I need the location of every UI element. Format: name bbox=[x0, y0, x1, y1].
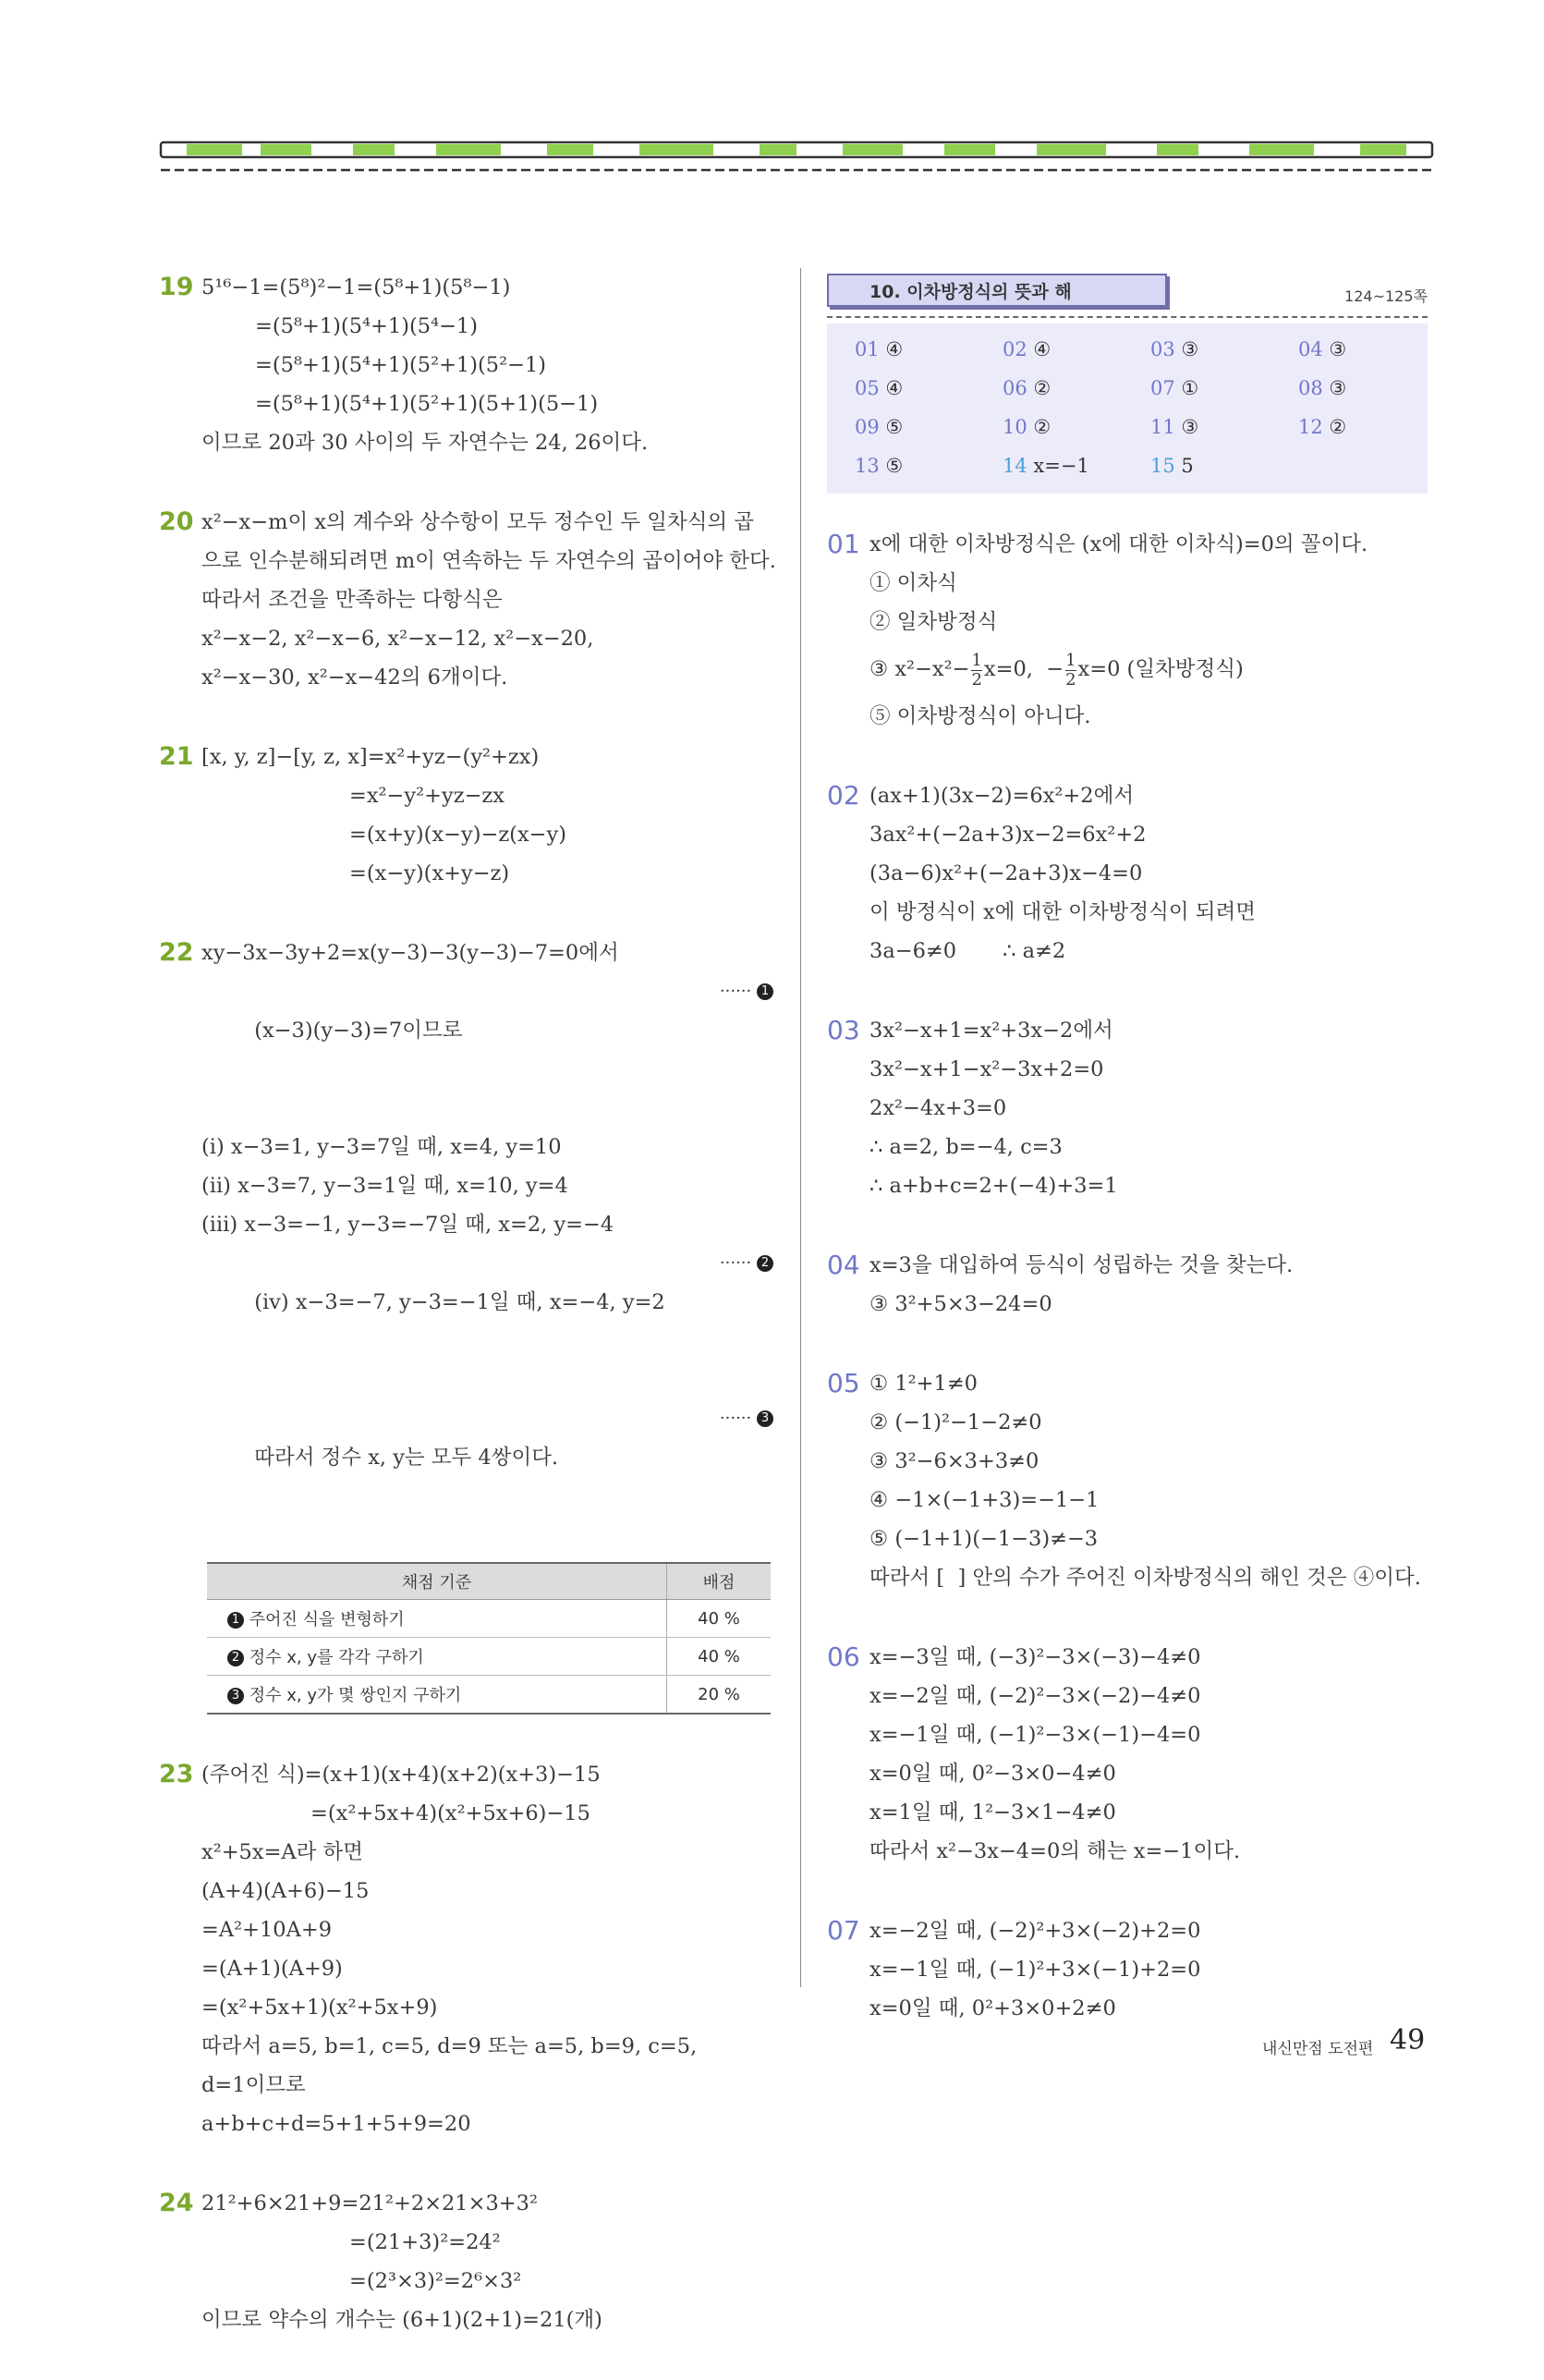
solution-line: =(A+1)(A+9) bbox=[201, 1957, 343, 1981]
answer-item bbox=[855, 333, 1003, 366]
answer-grid bbox=[827, 323, 1428, 494]
answer-number: 09 bbox=[855, 416, 880, 438]
solution-line-step3 bbox=[201, 1399, 773, 1555]
answer-number: 14 bbox=[1003, 455, 1027, 477]
problem-number: 23 bbox=[159, 1760, 194, 1788]
solution-line: 3ax²+(−2a+3)x−2=6x²+2 bbox=[869, 823, 1147, 847]
answer-number: 06 bbox=[1003, 377, 1027, 399]
solution-line: ① 이차식 bbox=[869, 571, 957, 595]
problem-24 bbox=[159, 2184, 773, 2339]
solution-line: x=−2일 때, (−2)²−3×(−2)−4≠0 bbox=[869, 1684, 1201, 1708]
solution-05 bbox=[827, 1364, 1441, 1597]
solution-line: =(x+y)(x−y)−z(x−y) bbox=[349, 823, 566, 847]
answer-value: ④ bbox=[885, 338, 904, 360]
points-cell: 40 % bbox=[667, 1600, 772, 1638]
answer-item bbox=[1003, 333, 1150, 366]
solution-line: ③ 3²+5×3−24=0 bbox=[869, 1292, 1052, 1316]
solution-line: 이므로 약수의 개수는 (6+1)(2+1)=21(개) bbox=[201, 2308, 602, 2332]
answer-number: 05 bbox=[855, 377, 880, 399]
points-cell: 20 % bbox=[667, 1676, 772, 1715]
answer-item bbox=[855, 410, 1003, 444]
solution-text: ③ x²−x²− bbox=[869, 657, 970, 681]
solution-line: a+b+c+d=5+1+5+9=20 bbox=[201, 2112, 471, 2136]
solution-line: =(5⁸+1)(5⁴+1)(5²+1)(5+1)(5−1) bbox=[255, 392, 599, 416]
criterion-text: 정수 x, y가 몇 쌍인지 구하기 bbox=[249, 1686, 462, 1705]
answer-number: 11 bbox=[1150, 416, 1175, 438]
criterion-text: 정수 x, y를 각각 구하기 bbox=[249, 1648, 424, 1667]
solution-line: ⑤ 이차방정식이 아니다. bbox=[869, 704, 1091, 728]
problem-number: 19 bbox=[159, 273, 194, 301]
answer-number: 10 bbox=[1003, 416, 1027, 438]
solution-line: ∴ a+b+c=2+(−4)+3=1 bbox=[869, 1174, 1118, 1198]
solution-line: (A+4)(A+6)−15 bbox=[201, 1879, 370, 1903]
answer-number: 08 bbox=[1298, 377, 1323, 399]
solution-02 bbox=[827, 776, 1441, 970]
answer-item bbox=[1003, 449, 1150, 482]
solution-line: d=1이므로 bbox=[201, 2073, 306, 2097]
fraction bbox=[971, 652, 981, 690]
solution-line: 2x²−4x+3=0 bbox=[869, 1096, 1007, 1120]
solution-line: x=1일 때, 1²−3×1−4≠0 bbox=[869, 1800, 1116, 1825]
solution-01 bbox=[827, 525, 1441, 736]
solution-line: =(5⁸+1)(5⁴+1)(5²+1)(5²−1) bbox=[255, 353, 547, 377]
points-cell: 40 % bbox=[667, 1638, 772, 1676]
solution-line: x=0일 때, 0²+3×0+2≠0 bbox=[869, 1996, 1116, 2020]
solution-04 bbox=[827, 1246, 1441, 1324]
dots: ······ bbox=[719, 1253, 752, 1273]
solution-line: ∴ a=2, b=−4, c=3 bbox=[869, 1135, 1063, 1159]
fraction-denominator: 2 bbox=[1065, 669, 1076, 690]
section-title: 10. 이차방정식의 뜻과 해 bbox=[827, 274, 1167, 307]
row-circle: 1 bbox=[227, 1612, 244, 1629]
solution-line: 3x²−x+1−x²−3x+2=0 bbox=[869, 1057, 1104, 1081]
answer-value: ⑤ bbox=[885, 455, 904, 477]
step-marker bbox=[720, 972, 773, 1011]
answer-item bbox=[855, 449, 1003, 482]
solution-line: xy−3x−3y+2=x(y−3)−3(y−3)−7=0에서 bbox=[201, 941, 619, 965]
solution-line: (3a−6)x²+(−2a+3)x−4=0 bbox=[869, 861, 1143, 885]
answer-value: ⑤ bbox=[885, 416, 904, 438]
problem-number: 03 bbox=[827, 1015, 860, 1045]
answer-number: 13 bbox=[855, 455, 880, 477]
solution-line: =(x²+5x+4)(x²+5x+6)−15 bbox=[310, 1801, 590, 1825]
right-column bbox=[827, 268, 1441, 2069]
problem-20 bbox=[159, 503, 776, 697]
solution-line: x=−3일 때, (−3)²−3×(−3)−4≠0 bbox=[869, 1645, 1201, 1669]
problem-number: 02 bbox=[827, 780, 860, 811]
solution-line: x²−x−30, x²−x−42의 6개이다. bbox=[201, 665, 508, 690]
solution-line: 따라서 조건을 만족하는 다항식은 bbox=[201, 588, 503, 612]
problem-21 bbox=[159, 738, 773, 893]
solution-line: x에 대한 이차방정식은 (x에 대한 이차식)=0의 꼴이다. bbox=[869, 532, 1368, 556]
answer-value: ② bbox=[1033, 416, 1052, 438]
solution-line: 3a−6≠0 ∴ a≠2 bbox=[869, 939, 1066, 963]
solution-line: x²−x−2, x²−x−6, x²−x−12, x²−x−20, bbox=[201, 627, 594, 651]
answer-item bbox=[1298, 410, 1428, 444]
solution-text: (ⅳ) x−3=−7, y−3=−1일 때, x=−4, y=2 bbox=[254, 1290, 665, 1314]
problem-number: 24 bbox=[159, 2189, 194, 2217]
criterion-text: 주어진 식을 변형하기 bbox=[249, 1610, 405, 1629]
solution-line: x=−2일 때, (−2)²+3×(−2)+2=0 bbox=[869, 1919, 1201, 1943]
answer-summary-box bbox=[827, 268, 1428, 494]
problem-number: 07 bbox=[827, 1915, 860, 1946]
answer-value: ② bbox=[1033, 377, 1052, 399]
solution-line: (ⅰ) x−3=1, y−3=7일 때, x=4, y=10 bbox=[201, 1135, 562, 1159]
answer-value: x=−1 bbox=[1033, 455, 1089, 477]
answer-number: 02 bbox=[1003, 338, 1027, 360]
answer-number: 15 bbox=[1150, 455, 1175, 477]
answer-item bbox=[1298, 372, 1428, 405]
step-1-circle: 1 bbox=[757, 983, 773, 1000]
solution-line: ⑤ (−1+1)(−1−3)≠−3 bbox=[869, 1527, 1099, 1551]
answer-value: ④ bbox=[1033, 338, 1052, 360]
answer-number: 01 bbox=[855, 338, 880, 360]
solution-03 bbox=[827, 1011, 1441, 1205]
table-row bbox=[207, 1600, 771, 1638]
solution-line: x=−1일 때, (−1)²−3×(−1)−4=0 bbox=[869, 1723, 1201, 1747]
problem-22 bbox=[159, 934, 773, 1715]
solution-text: (x−3)(y−3)=7이므로 bbox=[254, 1019, 463, 1043]
dots: ······ bbox=[719, 982, 752, 1001]
answer-value: ③ bbox=[1181, 338, 1199, 360]
solution-line: ① 1²+1≠0 bbox=[869, 1372, 978, 1396]
answer-value: ③ bbox=[1329, 338, 1347, 360]
answer-item bbox=[1150, 449, 1298, 482]
solution-06 bbox=[827, 1638, 1441, 1871]
solution-text: 따라서 정수 x, y는 모두 4쌍이다. bbox=[254, 1446, 559, 1470]
problem-19 bbox=[159, 268, 773, 462]
page-reference: 124~125쪽 bbox=[1344, 287, 1428, 305]
solution-line: x=0일 때, 0²−3×0−4≠0 bbox=[869, 1762, 1116, 1786]
solution-line: x=3을 대입하여 등식이 성립하는 것을 찾는다. bbox=[869, 1253, 1294, 1277]
scoring-table bbox=[207, 1562, 771, 1715]
problem-number: 01 bbox=[827, 529, 860, 559]
problem-number: 21 bbox=[159, 742, 194, 771]
footer-book-title: 내신만점 도전편 bbox=[1262, 2040, 1374, 2058]
step-marker bbox=[720, 1244, 773, 1283]
answer-value: ③ bbox=[1329, 377, 1347, 399]
answer-item bbox=[855, 372, 1003, 405]
problem-23 bbox=[159, 1755, 773, 2143]
solution-line: 3x²−x+1=x²+3x−2에서 bbox=[869, 1019, 1113, 1043]
answer-item bbox=[1003, 410, 1150, 444]
answer-item bbox=[1150, 410, 1298, 444]
answer-number: 03 bbox=[1150, 338, 1175, 360]
step-marker bbox=[720, 1399, 773, 1438]
answer-item bbox=[1298, 333, 1428, 366]
row-circle: 2 bbox=[227, 1650, 244, 1666]
answer-value: ④ bbox=[885, 377, 904, 399]
solution-line: =(2³×3)²=2⁶×3² bbox=[349, 2269, 522, 2293]
step-2-circle: 2 bbox=[757, 1255, 773, 1272]
solution-line: =A²+10A+9 bbox=[201, 1918, 333, 1942]
dashed-divider bbox=[827, 316, 1428, 318]
solution-line: 따라서 a=5, b=1, c=5, d=9 또는 a=5, b=9, c=5, bbox=[201, 2034, 698, 2058]
left-column bbox=[159, 268, 776, 2380]
problem-number: 20 bbox=[159, 507, 194, 536]
solution-07 bbox=[827, 1911, 1441, 2028]
answer-value: ③ bbox=[1181, 416, 1199, 438]
solution-line: x²−x−m이 x의 계수와 상수항이 모두 정수인 두 일차식의 곱 bbox=[201, 510, 755, 534]
solution-line: ② 일차방정식 bbox=[869, 610, 998, 634]
solution-text: x=0, − bbox=[983, 657, 1064, 681]
problem-number: 05 bbox=[827, 1368, 860, 1398]
row-circle: 3 bbox=[227, 1688, 244, 1704]
fraction-denominator: 2 bbox=[971, 669, 982, 690]
page-number: 49 bbox=[1390, 2024, 1426, 2057]
solution-line-step2 bbox=[201, 1244, 773, 1399]
answer-value: 5 bbox=[1181, 455, 1194, 477]
solution-line: =(5⁸+1)(5⁴+1)(5⁴−1) bbox=[255, 314, 479, 338]
table-row bbox=[207, 1676, 771, 1715]
dots: ······ bbox=[719, 1409, 752, 1428]
problem-number: 22 bbox=[159, 938, 194, 967]
solution-line: 따라서 [ ] 안의 수가 주어진 이차방정식의 해인 것은 ④이다. bbox=[869, 1566, 1421, 1590]
answer-item bbox=[1150, 333, 1298, 366]
problem-number: 04 bbox=[827, 1250, 860, 1280]
answer-item bbox=[1003, 372, 1150, 405]
solution-line: 21²+6×21+9=21²+2×21×3+3² bbox=[201, 2191, 538, 2215]
solution-line-step1 bbox=[201, 972, 773, 1128]
answer-number: 12 bbox=[1298, 416, 1323, 438]
solution-line: 따라서 x²−3x−4=0의 해는 x=−1이다. bbox=[869, 1839, 1241, 1863]
solution-line: (주어진 식)=(x+1)(x+4)(x+2)(x+3)−15 bbox=[201, 1763, 601, 1787]
fraction-numerator: 1 bbox=[971, 650, 982, 670]
solution-line: x²+5x=A라 하면 bbox=[201, 1840, 364, 1864]
solution-line: 이므로 20과 30 사이의 두 자연수는 24, 26이다. bbox=[201, 431, 649, 455]
solution-line: x=−1일 때, (−1)²+3×(−1)+2=0 bbox=[869, 1958, 1201, 1982]
solution-line: (ax+1)(3x−2)=6x²+2에서 bbox=[869, 784, 1135, 808]
solution-line: [x, y, z]−[y, z, x]=x²+yz−(y²+zx) bbox=[201, 745, 540, 769]
answer-item bbox=[1150, 372, 1298, 405]
solution-line-fraction bbox=[869, 641, 1441, 697]
solution-line: (ⅱ) x−3=7, y−3=1일 때, x=10, y=4 bbox=[201, 1174, 568, 1198]
fraction-numerator: 1 bbox=[1065, 650, 1076, 670]
points-header: 배점 bbox=[667, 1563, 772, 1600]
step-3-circle: 3 bbox=[757, 1410, 773, 1427]
answer-number: 07 bbox=[1150, 377, 1175, 399]
answer-value: ② bbox=[1329, 416, 1347, 438]
solution-line: 이 방정식이 x에 대한 이차방정식이 되려면 bbox=[869, 900, 1256, 924]
top-decorative-ribbon bbox=[159, 137, 1434, 185]
section-header bbox=[827, 268, 1428, 309]
solution-line: =(x²+5x+1)(x²+5x+9) bbox=[201, 1996, 438, 2020]
fraction bbox=[1065, 652, 1076, 690]
solution-line: ② (−1)²−1−2≠0 bbox=[869, 1410, 1042, 1434]
column-divider bbox=[800, 268, 801, 1987]
solution-line: =(21+3)²=24² bbox=[349, 2230, 501, 2254]
solution-line: (ⅲ) x−3=−1, y−3=−7일 때, x=2, y=−4 bbox=[201, 1213, 614, 1237]
solution-text: x=0 (일차방정식) bbox=[1077, 657, 1244, 681]
answer-number: 04 bbox=[1298, 338, 1323, 360]
solution-line: =(x−y)(x+y−z) bbox=[349, 861, 510, 885]
table-row bbox=[207, 1638, 771, 1676]
solution-line: 5¹⁶−1=(5⁸)²−1=(5⁸+1)(5⁸−1) bbox=[201, 275, 511, 299]
problem-number: 06 bbox=[827, 1642, 860, 1672]
solution-line: ③ 3²−6×3+3≠0 bbox=[869, 1449, 1039, 1473]
solution-line: =x²−y²+yz−zx bbox=[349, 784, 505, 808]
solution-line: 으로 인수분해되려면 m이 연속하는 두 자연수의 곱이어야 한다. bbox=[201, 549, 776, 573]
solution-line: ④ −1×(−1+3)=−1−1 bbox=[869, 1488, 1100, 1512]
criterion-header: 채점 기준 bbox=[207, 1563, 667, 1600]
answer-value: ① bbox=[1181, 377, 1199, 399]
